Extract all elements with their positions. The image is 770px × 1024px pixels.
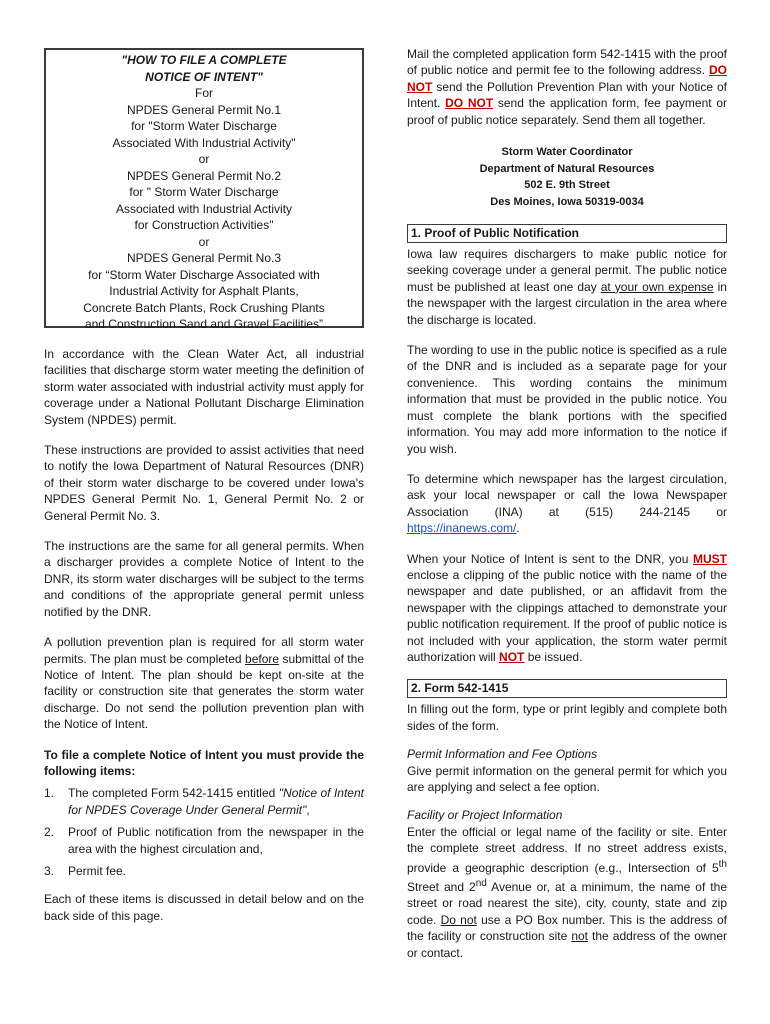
pollution-plan-paragraph xyxy=(44,634,364,732)
warning-text: DO NOT xyxy=(445,96,494,111)
facility-info-subheading: Facility or Project Information xyxy=(407,808,563,823)
form-paragraph: In filling out the form, type or print legibly and complete both sides of the form. xyxy=(407,702,727,733)
address-line: Department of Natural Resources xyxy=(479,162,655,175)
title-line-1: "HOW TO FILE A COMPLETE xyxy=(121,53,287,67)
text-run: send the application form, fee payment or proof of public notice separately. Send them all together. xyxy=(407,96,727,127)
newspaper-paragraph xyxy=(407,471,727,537)
superscript: th xyxy=(718,858,727,870)
text-run: The completed Form 542-1415 entitled xyxy=(68,786,279,801)
box-line: For xyxy=(195,86,213,100)
list-intro: To file a complete Notice of Intent you must provide the following items: xyxy=(44,747,364,778)
closing-paragraph: Each of these items is discussed in detail below and on the back side of this page. xyxy=(44,892,364,923)
title-box xyxy=(44,48,364,331)
box-line: for " Storm Water Discharge xyxy=(129,185,279,199)
box-line: Associated with Industrial Activity xyxy=(115,201,293,216)
text-run: be issued. xyxy=(524,649,583,664)
text-run: A pollution prevention plan is required for all storm water permits. The plan must be completed xyxy=(44,635,364,666)
section-1-heading: 1. Proof of Public Notification xyxy=(407,224,727,243)
mail-instructions xyxy=(407,46,727,128)
box-line: for Construction Activities" xyxy=(134,218,274,232)
permit-info-paragraph: Give permit information on the general permit for which you are applying and select a fee option. xyxy=(407,763,727,794)
text-run: Mail the completed application form 542-1415 with the proof of public notice and permit fee to the following address. xyxy=(407,47,727,78)
ina-link[interactable]: https://inanews.com/ xyxy=(407,521,517,536)
item-number: 2. xyxy=(44,825,55,840)
text-run: Street and 2 xyxy=(407,880,476,895)
box-line: for “Storm Water Discharge Associated with xyxy=(88,267,320,282)
box-line: or xyxy=(198,152,210,166)
item-text: Permit fee. xyxy=(68,863,127,878)
intro-paragraph: In accordance with the Clean Water Act, all industrial facilities that discharge storm water meeting the definition of storm water associated with industrial activity must apply for coverage under a National Pollutant Discharge Elimination System (NPDES) permit. xyxy=(44,347,364,427)
permit-info-subheading: Permit Information and Fee Options xyxy=(407,747,598,762)
text-run: the address of the owner or contact. xyxy=(407,929,727,960)
text-run: When your Notice of Intent is sent to the DNR, you xyxy=(407,551,693,566)
warning-text: DO NOT xyxy=(407,63,727,94)
wording-paragraph: The wording to use in the public notice is specified as a rule of the DNR and is included as a separate page for your convenience. This wording contains the minimum information that must be provided in the public notice. You must complete the blank portions with the specified information. You may add more information to the notice if you wish. xyxy=(407,343,727,456)
text-run: send the Pollution Prevention Plan with your Notice of Intent. xyxy=(407,79,727,111)
purpose-paragraph: These instructions are provided to assist activities that need to notify the Iowa Department of Natural Resources (DNR) of their storm water discharge to be covered under Iowa's NPDES General Permit No. 1, General Permit No. 2 or General Permit No. 3. xyxy=(44,443,364,523)
section-2-heading: 2. Form 542-1415 xyxy=(407,679,727,698)
box-line: or xyxy=(198,234,210,249)
public-notice-paragraph xyxy=(407,246,727,328)
underlined-text: at your own expense xyxy=(600,279,714,294)
permits-paragraph: The instructions are the same for all general permits. When a discharger provides a complete Notice of Intent to the DNR, its storm water discharges will be subject to the terms and conditions of the appropriate general permit unless notified by the DNR. xyxy=(44,539,364,619)
required-items-list xyxy=(44,785,364,879)
form-title-italic: "Notice of Intent for NPDES Coverage Under General Permit" xyxy=(68,786,364,817)
list-item xyxy=(44,824,364,857)
superscript: nd xyxy=(475,878,487,890)
underlined-text: before xyxy=(245,651,280,666)
facility-info-paragraph xyxy=(407,824,727,961)
warning-text: NOT xyxy=(499,649,525,664)
text-run: . xyxy=(516,521,520,536)
mailing-address xyxy=(407,144,727,210)
box-line: and Construction Sand and Gravel Facilities” xyxy=(84,317,324,331)
list-item xyxy=(44,785,364,818)
text-run: , xyxy=(306,802,310,817)
address-line: Storm Water Coordinator xyxy=(501,146,633,159)
address-line: Des Moines, Iowa 50319-0034 xyxy=(490,195,644,208)
clipping-paragraph xyxy=(407,551,727,666)
text-run: submittal of the Notice of Intent. The plan should be kept on-site at the facility or construction site that generates the storm water discharge. Do not send the pollution prevention plan with the Notice of Intent. xyxy=(44,651,364,732)
text-run: in the newspaper with the largest circulation in the area where the discharge is located. xyxy=(407,279,727,327)
box-line: for "Storm Water Discharge xyxy=(131,119,277,133)
box-line: NPDES General Permit No.2 xyxy=(126,168,282,183)
box-line: NPDES General Permit No.1 xyxy=(126,102,282,117)
box-line: Associated With Industrial Activity" xyxy=(112,135,296,150)
item-text xyxy=(68,785,364,818)
text-run: Avenue or, at a minimum, the name of the street or road nearest the site), city, county, state and zip code. xyxy=(407,880,727,927)
title-line-2: NOTICE OF INTENT" xyxy=(145,69,263,84)
box-line: NPDES General Permit No.3 xyxy=(126,251,282,265)
underlined-text: Do not xyxy=(440,912,477,927)
text-run: To determine which newspaper has the largest circulation, ask your local newspaper or call the Iowa Newspaper Association (INA) at (515) 244-2145 or xyxy=(407,471,727,519)
text-run: Iowa law requires dischargers to make public notice for seeking coverage under a general permit. The public notice must be published at least one day xyxy=(407,247,727,294)
underlined-text: not xyxy=(571,929,588,944)
address-line: 502 E. 9th Street xyxy=(524,179,610,192)
left-column xyxy=(44,48,364,924)
box-line: Industrial Activity for Asphalt Plants, xyxy=(109,284,299,298)
list-item xyxy=(44,863,364,879)
text-run: enclose a clipping of the public notice with the name of the newspaper and date published, or an affidavit from the newspaper with the clippings attached to demonstrate your public notification requirement. If the proof of public notice is not included with your application, the storm water permit authorization will xyxy=(407,567,727,664)
box-line: Concrete Batch Plants, Rock Crushing Plants xyxy=(83,300,325,315)
text-run: Enter the official or legal name of the facility or site. Enter the complete street address. If no street address exists, provide a geographic description (e.g., Intersection of 5 xyxy=(407,824,727,875)
text-run: use a PO Box number. This is the address of the facility or construction site xyxy=(407,912,727,944)
warning-text: MUST xyxy=(693,551,727,566)
item-number: 1. xyxy=(44,786,55,801)
right-column xyxy=(407,46,727,961)
item-number: 3. xyxy=(44,863,55,878)
item-text: Proof of Public notification from the newspaper in the area with the highest circulation and, xyxy=(68,825,364,856)
